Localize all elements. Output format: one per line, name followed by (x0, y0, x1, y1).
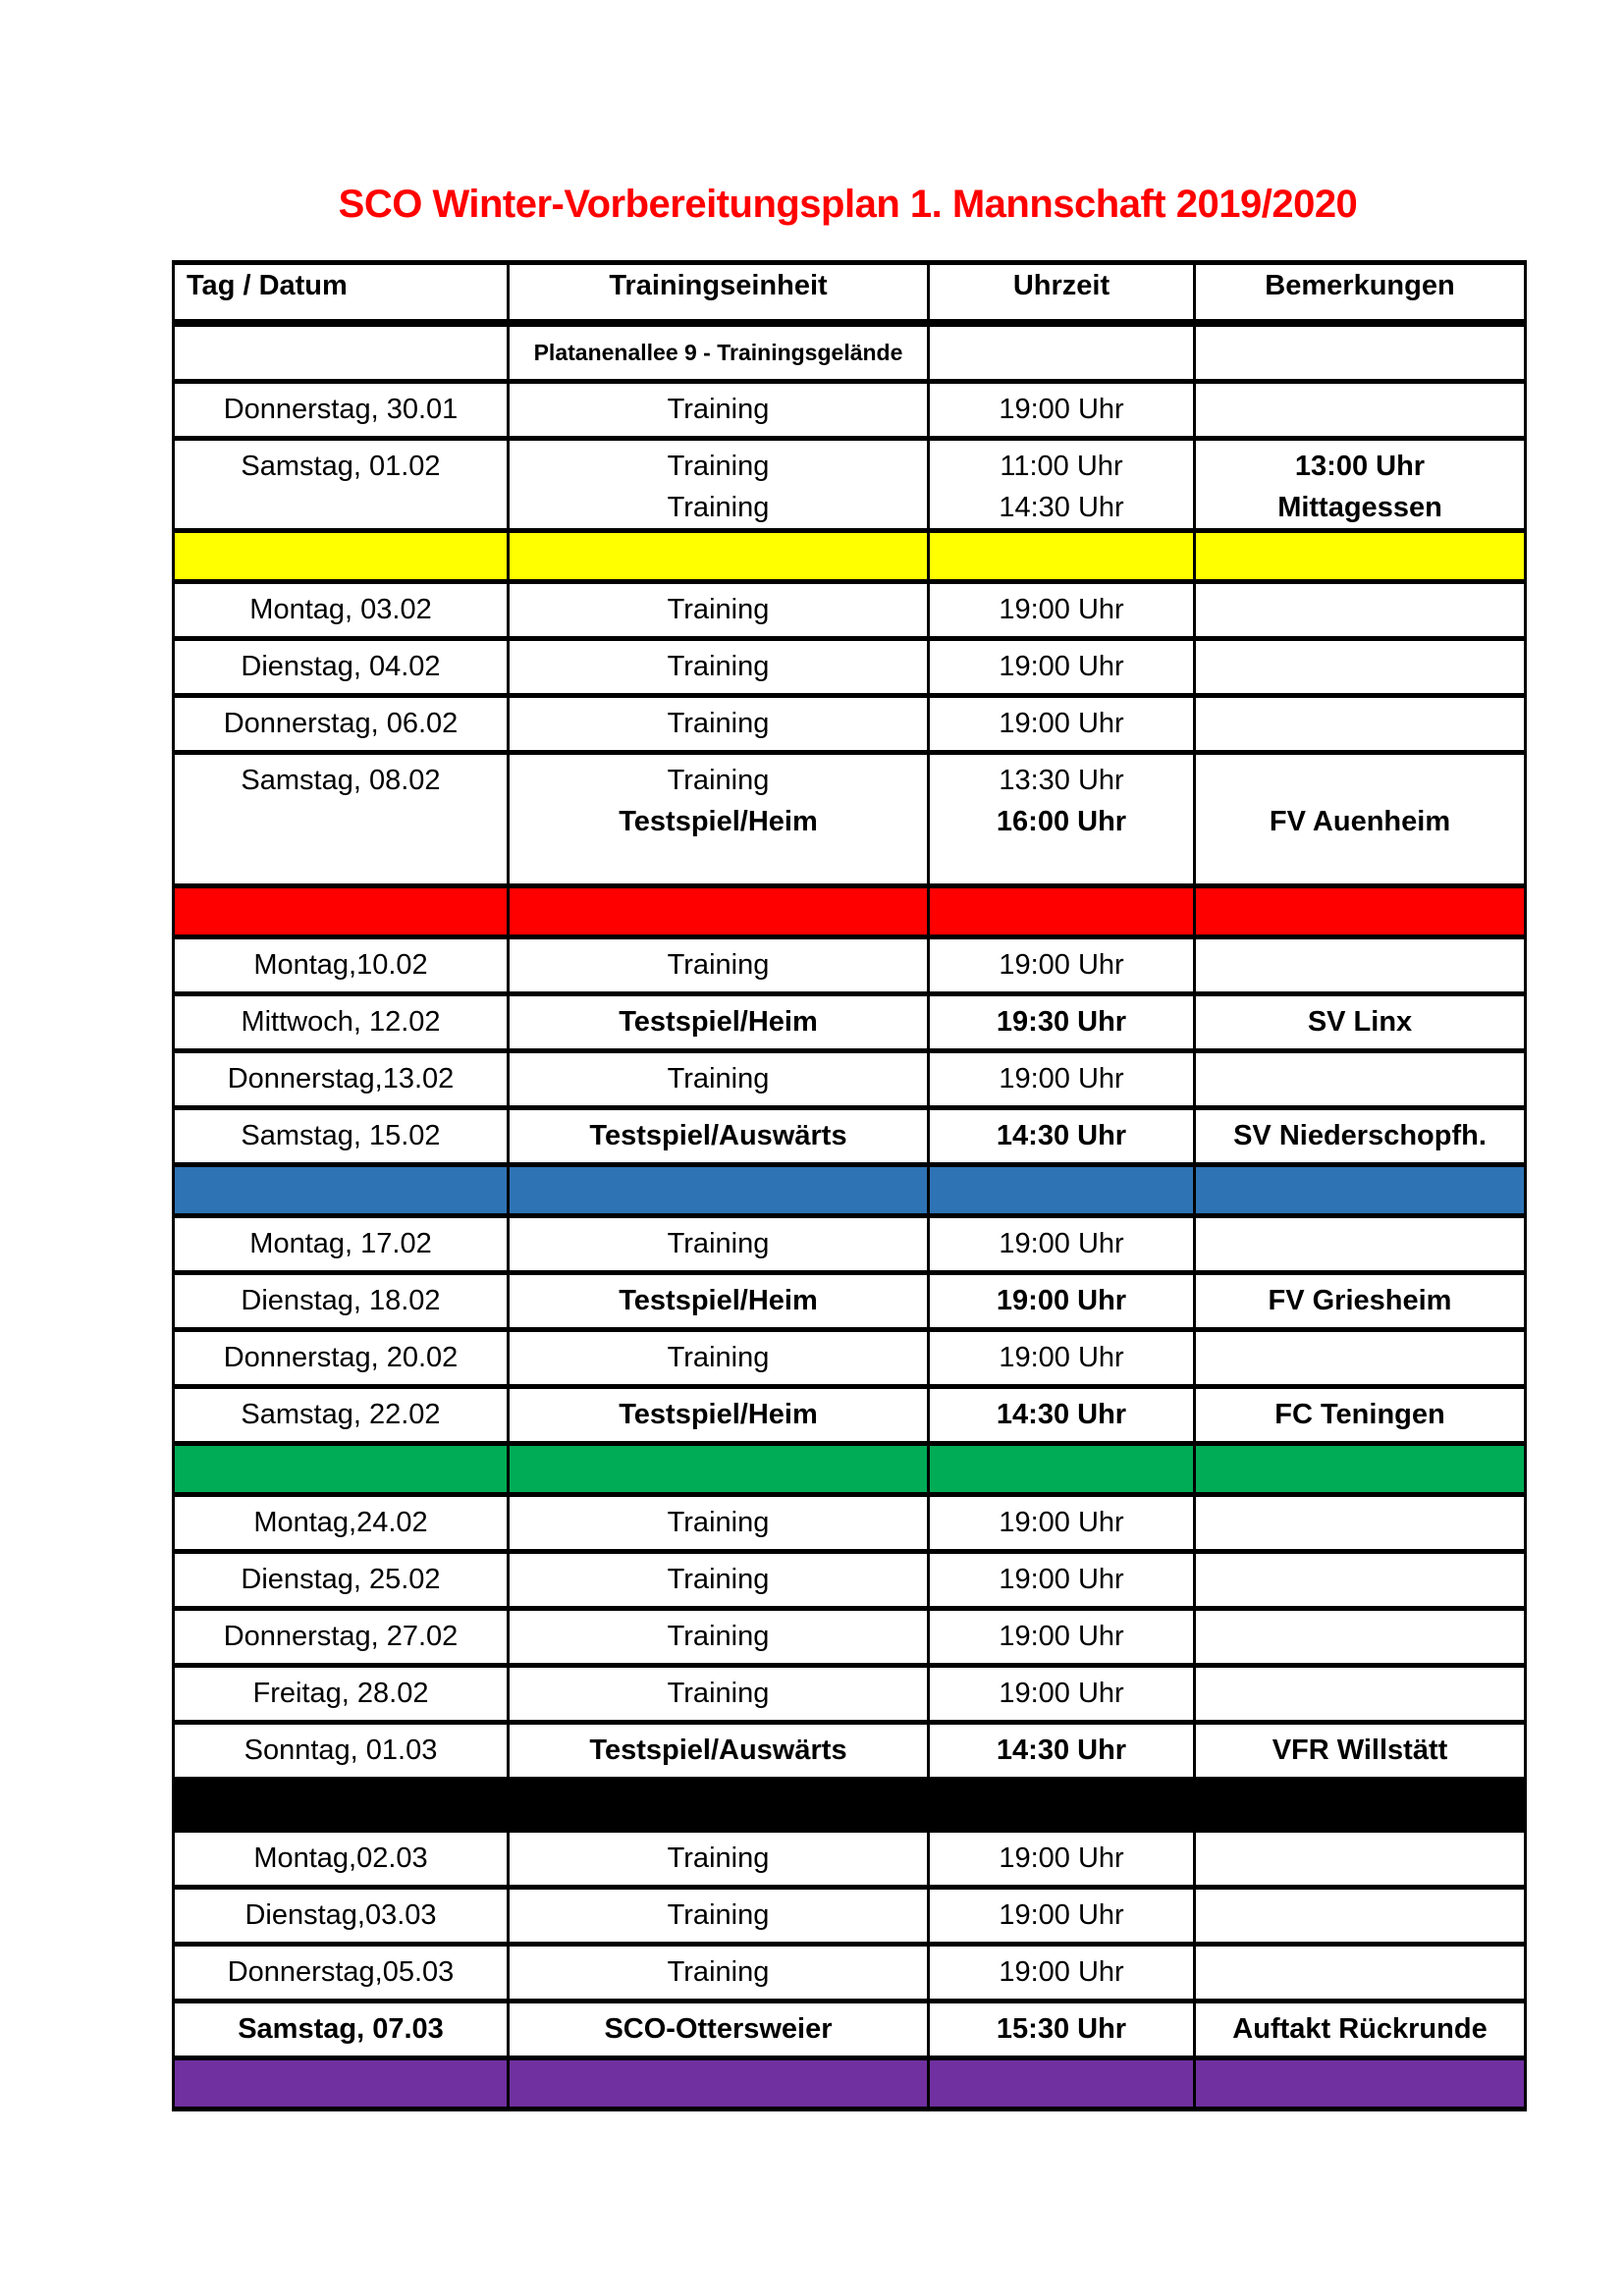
cell-line: Training (667, 1842, 770, 1874)
cell-time (929, 1108, 1195, 1165)
cell-line: 19:00 Uhr (999, 1507, 1124, 1538)
divider-cell (929, 886, 1195, 937)
cell-line (1200, 760, 1520, 801)
cell-date (174, 582, 509, 639)
cell-line: Montag, 03.02 (249, 594, 432, 625)
cell-line: 19:00 Uhr (999, 708, 1124, 739)
cell-remark (1195, 937, 1526, 994)
table-row (174, 1108, 1526, 1165)
cell-session (509, 753, 929, 886)
cell-time (929, 1888, 1195, 1945)
table-row (174, 1945, 1526, 2002)
cell-remark (1195, 1552, 1526, 1609)
cell-date (174, 937, 509, 994)
cell-date (174, 639, 509, 696)
cell-session (509, 2002, 929, 2058)
cell-line: Training (667, 492, 770, 523)
table-row (174, 1831, 1526, 1888)
cell-date (174, 1108, 509, 1165)
cell-line: Donnerstag, 30.01 (223, 394, 459, 425)
cell-date (174, 1831, 509, 1888)
cell-line: Donnerstag,05.03 (227, 1956, 455, 1988)
cell-remark (1195, 1387, 1526, 1444)
cell-line: Testspiel/Auswärts (589, 1735, 847, 1766)
cell-remark (1195, 639, 1526, 696)
cell-line: Training (667, 1899, 770, 1931)
cell-line: 19:00 Uhr (999, 594, 1124, 625)
divider-cell (509, 1780, 929, 1831)
cell-line: Training (667, 1507, 770, 1538)
cell-date (174, 1666, 509, 1723)
table-row (174, 1495, 1526, 1552)
cell-session (509, 1330, 929, 1387)
table-row (174, 582, 1526, 639)
cell-line: 16:00 Uhr (996, 806, 1127, 837)
table-row (174, 696, 1526, 753)
divider-row-yellow (174, 531, 1526, 582)
cell-date (174, 1723, 509, 1780)
cell-line: Montag,10.02 (253, 949, 428, 981)
divider-row-red (174, 886, 1526, 937)
header-uhrzeit: Uhrzeit (929, 263, 1195, 324)
cell-session (509, 1273, 929, 1330)
cell-remark (1195, 1495, 1526, 1552)
cell-session (509, 1609, 929, 1666)
table-row (174, 1273, 1526, 1330)
cell-line: Dienstag,03.03 (244, 1899, 437, 1931)
cell-line: Training (667, 1956, 770, 1988)
cell-date (174, 1609, 509, 1666)
cell-session (509, 1108, 929, 1165)
cell-line: Samstag, 15.02 (241, 1120, 441, 1151)
table-row (174, 323, 1526, 382)
cell-line: 14:30 Uhr (996, 1735, 1127, 1766)
cell-session (509, 382, 929, 439)
divider-cell (929, 1780, 1195, 1831)
cell-session (509, 1666, 929, 1723)
cell-line: Freitag, 28.02 (252, 1678, 429, 1709)
cell-line: Training (667, 651, 770, 682)
cell-line (514, 842, 923, 883)
cell-time (929, 1495, 1195, 1552)
cell-line: 19:00 Uhr (999, 1842, 1124, 1874)
table-row (174, 753, 1526, 886)
cell-line: Dienstag, 04.02 (241, 651, 441, 682)
cell-line: 19:00 Uhr (999, 1621, 1124, 1652)
table-row (174, 439, 1526, 531)
table-row (174, 1330, 1526, 1387)
table-row (174, 1723, 1526, 1780)
cell-session (509, 639, 929, 696)
cell-remark (1195, 1108, 1526, 1165)
cell-session (509, 1216, 929, 1273)
cell-line: Training (667, 949, 770, 981)
cell-line: Montag,24.02 (253, 1507, 428, 1538)
cell-line: Platanenallee 9 - Trainingsgelände (533, 340, 903, 365)
cell-date (174, 1945, 509, 2002)
cell-line: Testspiel/Heim (619, 806, 818, 837)
cell-line: Montag, 17.02 (249, 1228, 432, 1259)
cell-time (929, 696, 1195, 753)
cell-date (174, 1888, 509, 1945)
table-row (174, 1666, 1526, 1723)
cell-date (174, 1273, 509, 1330)
cell-time (929, 439, 1195, 531)
cell-time (929, 1831, 1195, 1888)
cell-line: Dienstag, 18.02 (241, 1285, 441, 1316)
divider-cell (509, 2058, 929, 2109)
cell-line: 19:00 Uhr (999, 949, 1124, 981)
cell-remark (1195, 382, 1526, 439)
cell-time (929, 1666, 1195, 1723)
divider-cell (174, 1165, 509, 1216)
cell-line: 14:30 Uhr (999, 492, 1124, 523)
cell-line: SV Linx (1307, 1006, 1413, 1038)
cell-line: 13:30 Uhr (999, 765, 1124, 796)
cell-line: Training (667, 1564, 770, 1595)
cell-remark (1195, 323, 1526, 382)
cell-session (509, 1387, 929, 1444)
cell-line: Samstag, 01.02 (241, 451, 441, 482)
cell-remark (1195, 1051, 1526, 1108)
cell-line: Training (667, 1678, 770, 1709)
cell-line: Testspiel/Heim (619, 1006, 818, 1038)
header-tag-datum: Tag / Datum (174, 263, 509, 324)
table-row (174, 937, 1526, 994)
divider-cell (174, 1444, 509, 1495)
divider-cell (929, 1444, 1195, 1495)
divider-cell (929, 531, 1195, 582)
cell-time (929, 582, 1195, 639)
cell-line: FV Auenheim (1269, 806, 1451, 837)
cell-line: Training (667, 1621, 770, 1652)
table-row (174, 639, 1526, 696)
cell-line: Donnerstag, 06.02 (223, 708, 459, 739)
divider-cell (1195, 2058, 1526, 2109)
cell-date (174, 439, 509, 531)
cell-date (174, 1216, 509, 1273)
cell-line: 19:00 Uhr (999, 1564, 1124, 1595)
cell-remark (1195, 1888, 1526, 1945)
cell-line: Dienstag, 25.02 (241, 1564, 441, 1595)
cell-line: 19:00 Uhr (999, 1063, 1124, 1095)
table-row (174, 1051, 1526, 1108)
cell-remark (1195, 696, 1526, 753)
cell-date (174, 1051, 509, 1108)
cell-time (929, 382, 1195, 439)
cell-remark (1195, 439, 1526, 531)
cell-remark (1195, 582, 1526, 639)
cell-remark (1195, 1330, 1526, 1387)
cell-line: 14:30 Uhr (996, 1399, 1127, 1430)
cell-line: Mittwoch, 12.02 (241, 1006, 441, 1038)
cell-time (929, 1723, 1195, 1780)
cell-session (509, 1051, 929, 1108)
table-row (174, 1387, 1526, 1444)
cell-line: VFR Willstätt (1272, 1735, 1448, 1766)
schedule-table (172, 260, 1527, 2111)
cell-line: Mittagessen (1277, 492, 1442, 523)
cell-session (509, 994, 929, 1051)
divider-row-purple (174, 2058, 1526, 2109)
table-row (174, 2002, 1526, 2058)
divider-cell (509, 1165, 929, 1216)
cell-session (509, 1723, 929, 1780)
cell-date (174, 1552, 509, 1609)
cell-session (509, 937, 929, 994)
cell-session (509, 1552, 929, 1609)
table-row (174, 382, 1526, 439)
cell-remark (1195, 1273, 1526, 1330)
divider-cell (1195, 531, 1526, 582)
cell-remark (1195, 1216, 1526, 1273)
divider-cell (509, 531, 929, 582)
divider-cell (929, 1165, 1195, 1216)
divider-row-blue (174, 1165, 1526, 1216)
cell-date (174, 1330, 509, 1387)
table-row (174, 1552, 1526, 1609)
cell-date (174, 2002, 509, 2058)
divider-cell (174, 2058, 509, 2109)
cell-line: Samstag, 07.03 (238, 2013, 444, 2045)
cell-date (174, 1387, 509, 1444)
cell-date (174, 382, 509, 439)
divider-cell (174, 886, 509, 937)
cell-line: Training (667, 1063, 770, 1095)
cell-line: 19:00 Uhr (999, 1956, 1124, 1988)
cell-time (929, 1273, 1195, 1330)
header-trainingseinheit: Trainingseinheit (509, 263, 929, 324)
cell-line: Auftakt Rückrunde (1232, 2013, 1488, 2045)
cell-remark (1195, 1609, 1526, 1666)
cell-line: 19:30 Uhr (996, 1006, 1127, 1038)
header-row (174, 263, 1526, 324)
header-bemerkungen: Bemerkungen (1195, 263, 1526, 324)
cell-line: Sonntag, 01.03 (244, 1735, 438, 1766)
cell-line: 19:00 Uhr (999, 1342, 1124, 1373)
cell-session (509, 582, 929, 639)
cell-line: 19:00 Uhr (999, 651, 1124, 682)
table-row (174, 1609, 1526, 1666)
divider-row-black (174, 1780, 1526, 1831)
cell-line: Training (667, 451, 770, 482)
cell-line: Training (667, 765, 770, 796)
table-row (174, 1216, 1526, 1273)
divider-cell (1195, 1165, 1526, 1216)
cell-time (929, 323, 1195, 382)
cell-session (509, 1888, 929, 1945)
cell-line: Donnerstag,13.02 (227, 1063, 455, 1095)
cell-date (174, 753, 509, 886)
cell-line: 19:00 Uhr (999, 1899, 1124, 1931)
cell-time (929, 1216, 1195, 1273)
cell-remark (1195, 994, 1526, 1051)
divider-cell (174, 531, 509, 582)
divider-cell (929, 2058, 1195, 2109)
cell-session (509, 1495, 929, 1552)
cell-line: Testspiel/Heim (619, 1399, 818, 1430)
cell-line: Training (667, 708, 770, 739)
cell-line: SV Niederschopfh. (1233, 1120, 1487, 1151)
cell-time (929, 1051, 1195, 1108)
cell-line: Montag,02.03 (253, 1842, 428, 1874)
cell-line: Donnerstag, 27.02 (223, 1621, 459, 1652)
cell-line: Training (667, 394, 770, 425)
cell-line: 15:30 Uhr (996, 2013, 1127, 2045)
cell-remark (1195, 753, 1526, 886)
cell-time (929, 639, 1195, 696)
cell-line: Testspiel/Heim (619, 1285, 818, 1316)
divider-cell (1195, 886, 1526, 937)
cell-session (509, 1945, 929, 2002)
page-title: SCO Winter-Vorbereitungsplan 1. Mannschaft 2019/2020 (338, 183, 1358, 226)
cell-time (929, 1552, 1195, 1609)
divider-cell (174, 1780, 509, 1831)
cell-line: 19:00 Uhr (999, 1678, 1124, 1709)
cell-line: 19:00 Uhr (996, 1285, 1127, 1316)
cell-line: 19:00 Uhr (999, 394, 1124, 425)
cell-time (929, 1330, 1195, 1387)
cell-time (929, 753, 1195, 886)
cell-line: Samstag, 08.02 (241, 765, 441, 796)
table-row (174, 994, 1526, 1051)
cell-line: SCO-Ottersweier (604, 2013, 833, 2045)
cell-time (929, 937, 1195, 994)
cell-line: 19:00 Uhr (999, 1228, 1124, 1259)
cell-time (929, 994, 1195, 1051)
cell-session (509, 1831, 929, 1888)
cell-line: FV Griesheim (1268, 1285, 1452, 1316)
cell-line: Training (667, 1228, 770, 1259)
cell-remark (1195, 1831, 1526, 1888)
cell-date (174, 994, 509, 1051)
cell-line: 11:00 Uhr (1000, 451, 1123, 482)
cell-line: Testspiel/Auswärts (589, 1120, 847, 1151)
cell-date (174, 696, 509, 753)
divider-cell (1195, 1444, 1526, 1495)
table-row (174, 1888, 1526, 1945)
schedule-body (174, 323, 1526, 2109)
cell-line: Samstag, 22.02 (241, 1399, 441, 1430)
cell-session (509, 696, 929, 753)
cell-time (929, 1945, 1195, 2002)
cell-remark (1195, 1723, 1526, 1780)
cell-line: 14:30 Uhr (996, 1120, 1127, 1151)
cell-remark (1195, 1666, 1526, 1723)
divider-row-green (174, 1444, 1526, 1495)
cell-remark (1195, 2002, 1526, 2058)
cell-session (509, 439, 929, 531)
cell-line: Training (667, 1342, 770, 1373)
cell-date (174, 1495, 509, 1552)
cell-session (509, 323, 929, 382)
cell-line: 13:00 Uhr (1294, 451, 1426, 482)
cell-time (929, 2002, 1195, 2058)
divider-cell (509, 1444, 929, 1495)
cell-line: Donnerstag, 20.02 (223, 1342, 459, 1373)
cell-date (174, 323, 509, 382)
cell-line: FC Teningen (1274, 1399, 1445, 1430)
cell-time (929, 1609, 1195, 1666)
cell-line: Training (667, 594, 770, 625)
cell-remark (1195, 1945, 1526, 2002)
divider-cell (1195, 1780, 1526, 1831)
cell-time (929, 1387, 1195, 1444)
divider-cell (509, 886, 929, 937)
